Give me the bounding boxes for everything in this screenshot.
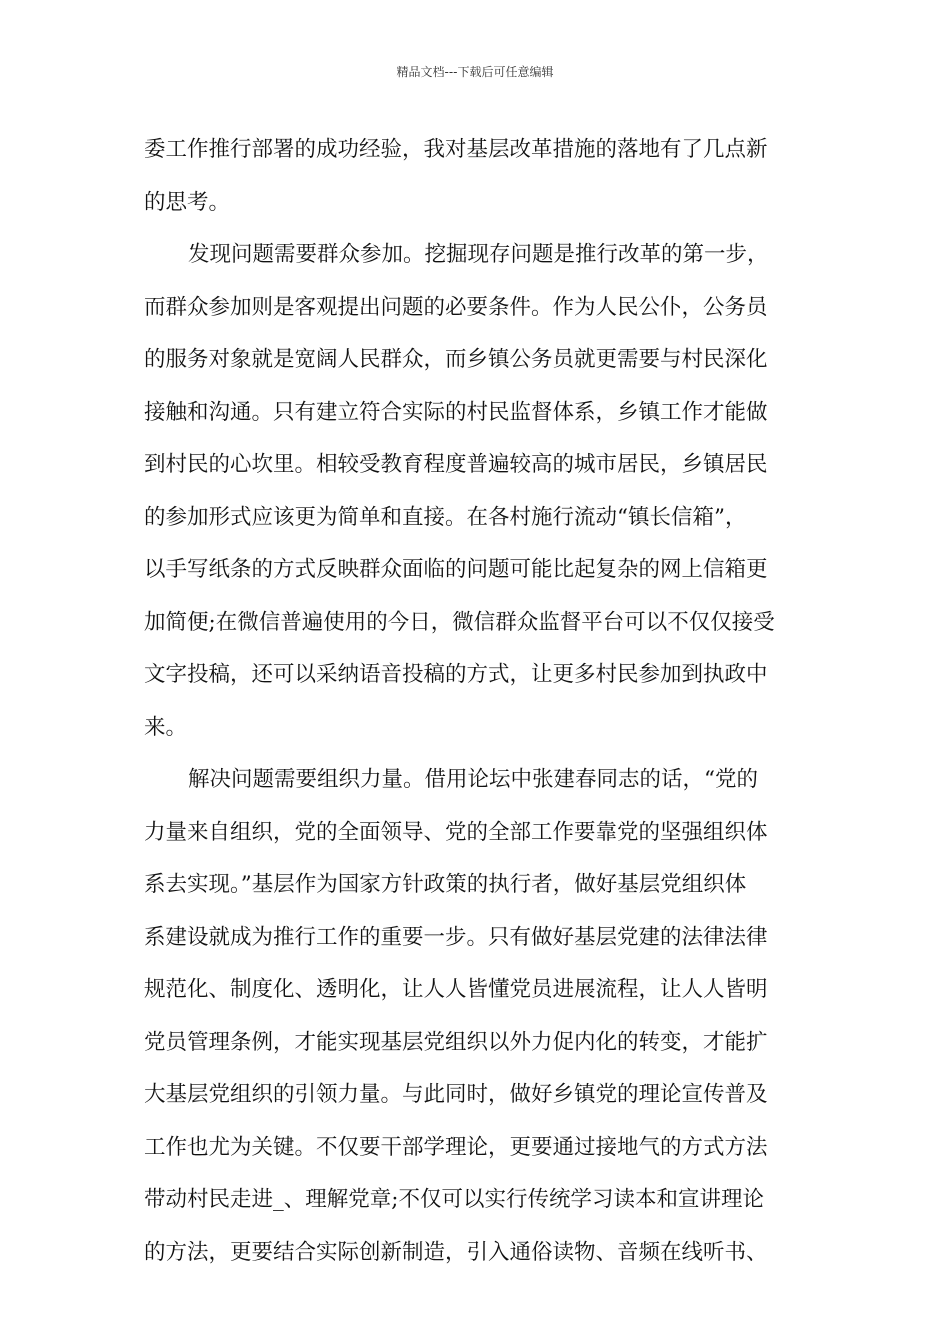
- paragraph: [144, 754, 808, 1279]
- text-line: 接触和沟通。只有建立符合实际的村民监督体系，乡镇工作才能做: [144, 399, 768, 425]
- text-line: 来。: [144, 714, 188, 740]
- text-line: 党员管理条例，才能实现基层党组织以外力促内化的转变，才能扩: [144, 1029, 768, 1055]
- paragraph: [144, 229, 808, 754]
- text-line: 力量来自组织，党的全面领导、党的全部工作要靠党的坚强组织体: [144, 819, 768, 845]
- text-line: 系建设就成为推行工作的重要一步。只有做好基层党建的法律法律: [144, 924, 768, 950]
- text-line: 发现问题需要群众参加。挖掘现存问题是推行改革的第一步，: [188, 242, 769, 267]
- text-line: 大基层党组织的引领力量。与此同时，做好乡镇党的理论宣传普及: [144, 1082, 768, 1107]
- text-line: 委工作推行部署的成功经验，我对基层改革措施的落地有了几点新: [144, 137, 768, 162]
- text-line: 文字投稿，还可以采纳语音投稿的方式，让更多村民参加到执政中: [144, 662, 768, 687]
- text-line: 规范化、制度化、透明化，让人人皆懂党员进展流程，让人人皆明: [144, 977, 768, 1002]
- page-header: 精品文档---下载后可任意编辑: [396, 65, 554, 79]
- text-line: 而群众参加则是客观提出问题的必要条件。作为人民公仆，公务员: [144, 294, 768, 320]
- text-line: 系去实现。”基层作为国家方针政策的执行者，做好基层党组织体: [144, 872, 747, 897]
- text-line: 解决问题需要组织力量。借用论坛中张建春同志的话，“党的: [188, 767, 758, 792]
- text-line: 工作也尤为关键。不仅要干部学理论，更要通过接地气的方式方法: [144, 1134, 768, 1160]
- text-line: 的服务对象就是宽阔人民群众，而乡镇公务员就更需要与村民深化: [144, 347, 768, 372]
- text-line: 的方法，更要结合实际创新制造，引入通俗读物、音频在线听书、: [144, 1239, 768, 1265]
- text-line: 到村民的心坎里。相较受教育程度普遍较高的城市居民，乡镇居民: [144, 452, 768, 477]
- text-line: 的思考。: [144, 189, 231, 215]
- document-body: [144, 124, 808, 1279]
- text-line: 的参加形式应该更为简单和直接。在各村施行流动“镇长信箱”，: [144, 504, 747, 530]
- text-line: 以手写纸条的方式反映群众面临的问题可能比起复杂的网上信箱更: [144, 557, 768, 582]
- text-line: 加简便;在微信普遍使用的今日，微信群众监督平台可以不仅仅接受: [144, 609, 775, 635]
- paragraph: [144, 124, 808, 229]
- text-line: 带动村民走进_、理解党章;不仅可以实行传统学习读本和宣讲理论: [144, 1187, 764, 1212]
